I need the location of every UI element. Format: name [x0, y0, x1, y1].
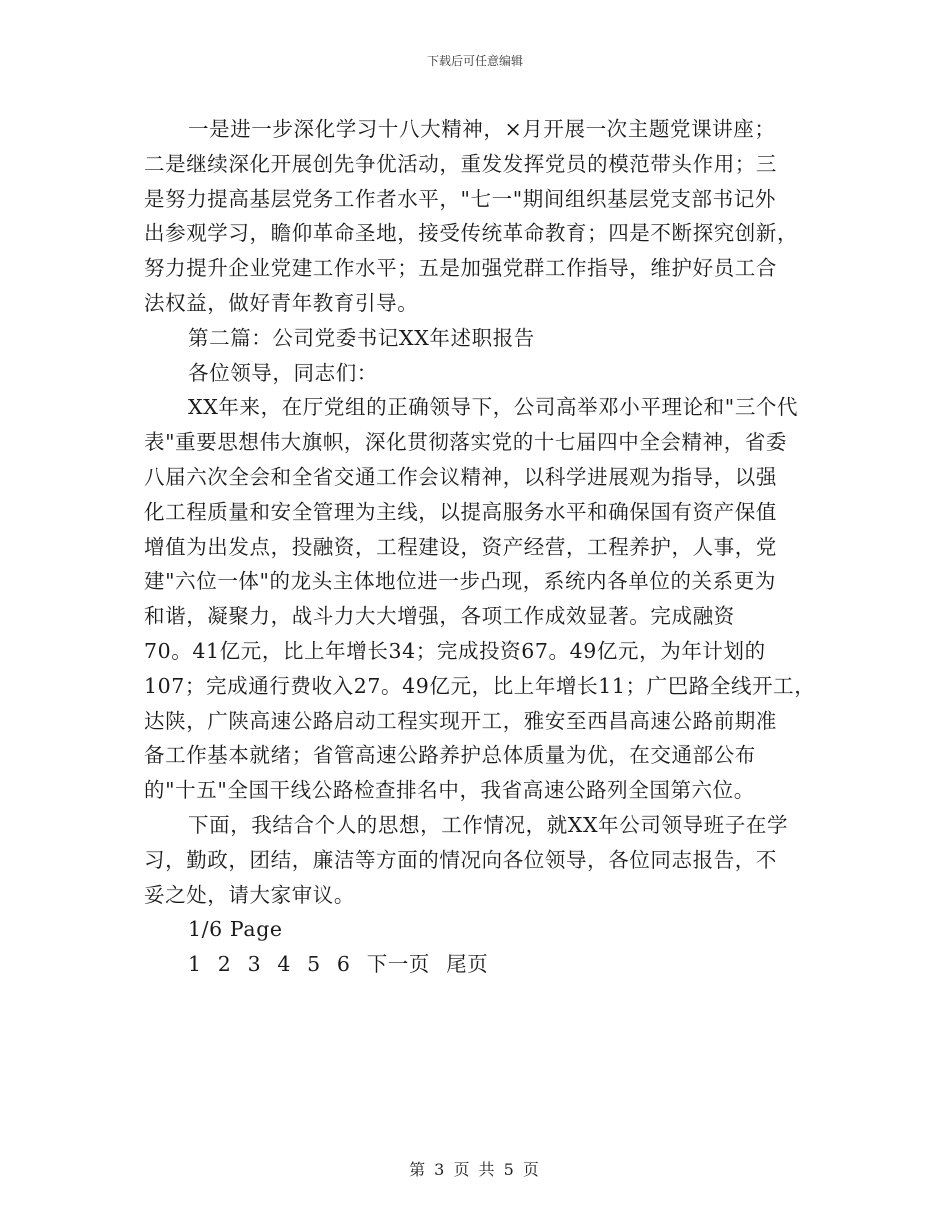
section-title: [144, 321, 814, 356]
text-line: 是努力提高基层党务工作者水平，"七一"期间组织基层党支部书记外: [144, 186, 776, 211]
text-line: 的"十五"全国干线公路检查排名中，我省高速公路列全国第六位。: [144, 778, 755, 803]
text-line: 70。41亿元，比上年增长34；完成投资67。49亿元，为年计划的: [144, 638, 766, 663]
last-page-link[interactable]: 尾页: [446, 952, 489, 977]
next-page-link[interactable]: 下一页: [366, 952, 430, 977]
text-line: 法权益，做好青年教育引导。: [144, 290, 419, 315]
text-line: 各位领导，同志们：: [188, 360, 378, 385]
page-indicator: [144, 912, 814, 947]
text-line: 表"重要思想伟大旗帜，深化贯彻落实党的十七届四中全会精神，省委: [144, 430, 788, 455]
page-link-3[interactable]: 3: [247, 952, 262, 977]
document-body: [144, 112, 814, 982]
page-footer: 第 3 页 共 5 页: [409, 1160, 541, 1179]
page-link-6[interactable]: 6: [336, 952, 351, 977]
text-line: XX年来，在厅党组的正确领导下，公司高举邓小平理论和"三个代: [188, 395, 799, 420]
page-link-5[interactable]: 5: [307, 952, 321, 977]
text-line: 增值为出发点，投融资，工程建设，资产经营，工程养护，人事，党: [144, 534, 777, 559]
paragraph-summary: [144, 390, 814, 808]
text-line: 努力提升企业党建工作水平；五是加强党群工作指导，维护好员工合: [144, 256, 777, 281]
text-line: 1/6 Page: [188, 917, 283, 942]
text-line: 107；完成通行费收入27。49亿元，比上年增长11；广巴路全线开工，: [144, 673, 816, 698]
text-line: 第二篇：公司党委书记XX年述职报告: [188, 325, 535, 350]
text-line: 下面，我结合个人的思想，工作情况，就XX年公司领导班子在学: [188, 812, 789, 837]
text-line: 一是进一步深化学习十八大精神，×月开展一次主题党课讲座；: [188, 117, 776, 141]
page-link-1[interactable]: 1: [188, 952, 202, 977]
text-line: 出参观学习，瞻仰革命圣地，接受传统革命教育；四是不断探究创新，: [144, 221, 799, 246]
text-line: 达陕，广陕高速公路启动工程实现开工，雅安至西昌高速公路前期准: [144, 708, 777, 733]
page-link-4[interactable]: 4: [277, 952, 291, 977]
page-header: 下载后可任意编辑: [426, 54, 523, 68]
text-line: 妥之处，请大家审议。: [144, 882, 355, 907]
text-line: 八届六次全会和全省交通工作会议精神，以科学进展观为指导，以强: [144, 464, 777, 489]
salutation: [144, 356, 814, 391]
text-line: 化工程质量和安全管理为主线，以提高服务水平和确保国有资产保值: [144, 499, 777, 524]
text-line: 备工作基本就绪；省管高速公路养护总体质量为优，在交通部公布: [144, 743, 756, 768]
text-line: 习，勤政，团结，廉洁等方面的情况向各位领导，各位同志报告，不: [144, 847, 777, 872]
paragraph-intro: [144, 808, 814, 912]
text-line: 和谐，凝聚力，战斗力大大增强，各项工作成效显著。完成融资: [144, 604, 735, 629]
paragraph-goals: [144, 112, 814, 321]
pagination: [144, 947, 814, 982]
page-link-2[interactable]: 2: [217, 952, 232, 977]
text-line: 建"六位一体"的龙头主体地位进一步凸现，系统内各单位的关系更为: [144, 569, 776, 594]
text-line: 二是继续深化开展创先争优活动，重发发挥党员的模范带头作用；三: [144, 151, 777, 176]
